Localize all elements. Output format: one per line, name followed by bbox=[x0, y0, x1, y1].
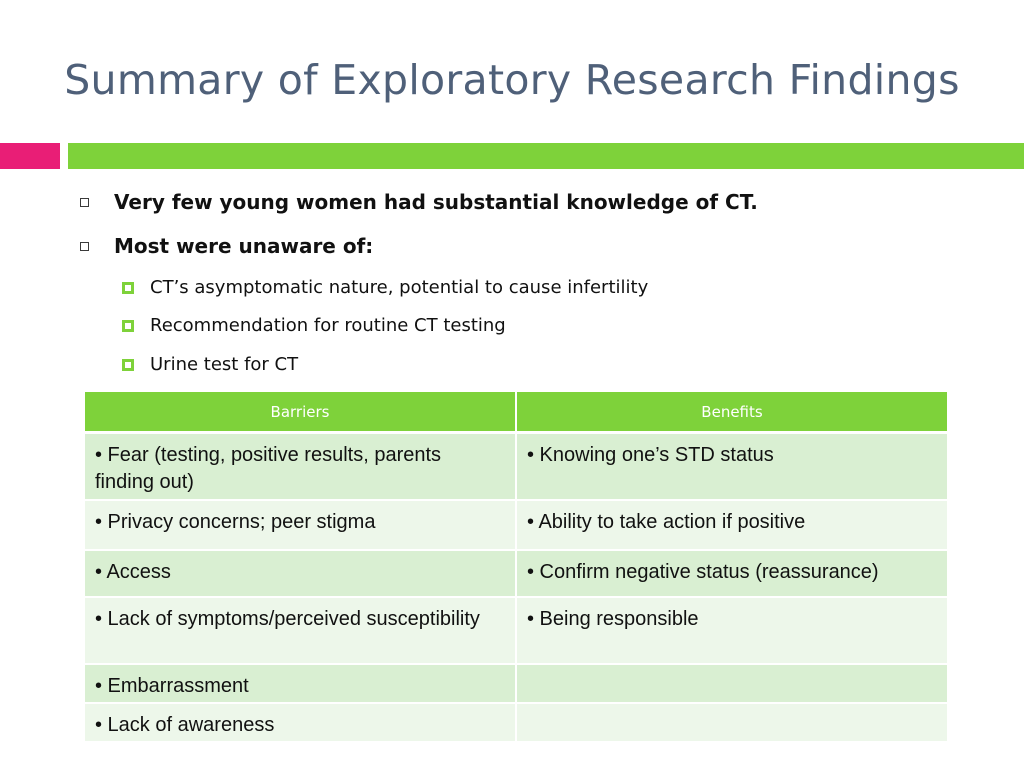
bullet-text: Most were unaware of: bbox=[114, 234, 374, 258]
bullet-text: Very few young women had substantial knowledge of CT. bbox=[114, 190, 758, 214]
sub-bullet-text: Recommendation for routine CT testing bbox=[150, 315, 506, 336]
table-cell-benefit bbox=[516, 664, 947, 703]
table-row bbox=[85, 550, 947, 597]
slide-title: Summary of Exploratory Research Findings bbox=[64, 56, 960, 104]
table-cell-barrier: • Fear (testing, positive results, parents finding out) bbox=[85, 433, 516, 500]
accent-bar-pink bbox=[0, 143, 60, 169]
accent-bar-green bbox=[68, 143, 1024, 169]
table-cell-barrier: • Privacy concerns; peer stigma bbox=[85, 500, 516, 550]
green-square-bullet-icon bbox=[122, 282, 134, 294]
table-cell-benefit: • Knowing one’s STD status bbox=[516, 433, 947, 500]
table-row bbox=[85, 433, 947, 500]
table-cell-barrier: • Embarrassment bbox=[85, 664, 516, 703]
green-square-bullet-icon bbox=[122, 359, 134, 371]
column-header-barriers: Barriers bbox=[85, 392, 516, 433]
table-cell-barrier: • Lack of symptoms/perceived susceptibility bbox=[85, 597, 516, 664]
sub-bullet-text: CT’s asymptomatic nature, potential to cause infertility bbox=[150, 277, 649, 298]
column-header-benefits: Benefits bbox=[516, 392, 947, 433]
table-row bbox=[85, 703, 947, 742]
table-cell-barrier: • Lack of awareness bbox=[85, 703, 516, 742]
sub-bullet-item bbox=[122, 315, 506, 336]
table-cell-benefit: • Confirm negative status (reassurance) bbox=[516, 550, 947, 597]
sub-bullet-item bbox=[122, 277, 648, 298]
bullet-item bbox=[80, 190, 758, 214]
sub-bullet-text: Urine test for CT bbox=[150, 354, 299, 375]
table-cell-barrier: • Access bbox=[85, 550, 516, 597]
hollow-square-bullet-icon bbox=[80, 242, 89, 251]
bullet-item bbox=[80, 234, 373, 258]
table-cell-benefit bbox=[516, 703, 947, 742]
barriers-benefits-table bbox=[85, 392, 947, 743]
sub-bullet-item bbox=[122, 354, 298, 375]
green-square-bullet-icon bbox=[122, 320, 134, 332]
table-row bbox=[85, 664, 947, 703]
table-header-row bbox=[85, 392, 947, 433]
table-row bbox=[85, 597, 947, 664]
table-cell-benefit: • Ability to take action if positive bbox=[516, 500, 947, 550]
table-cell-benefit: • Being responsible bbox=[516, 597, 947, 664]
table-row bbox=[85, 500, 947, 550]
hollow-square-bullet-icon bbox=[80, 198, 89, 207]
